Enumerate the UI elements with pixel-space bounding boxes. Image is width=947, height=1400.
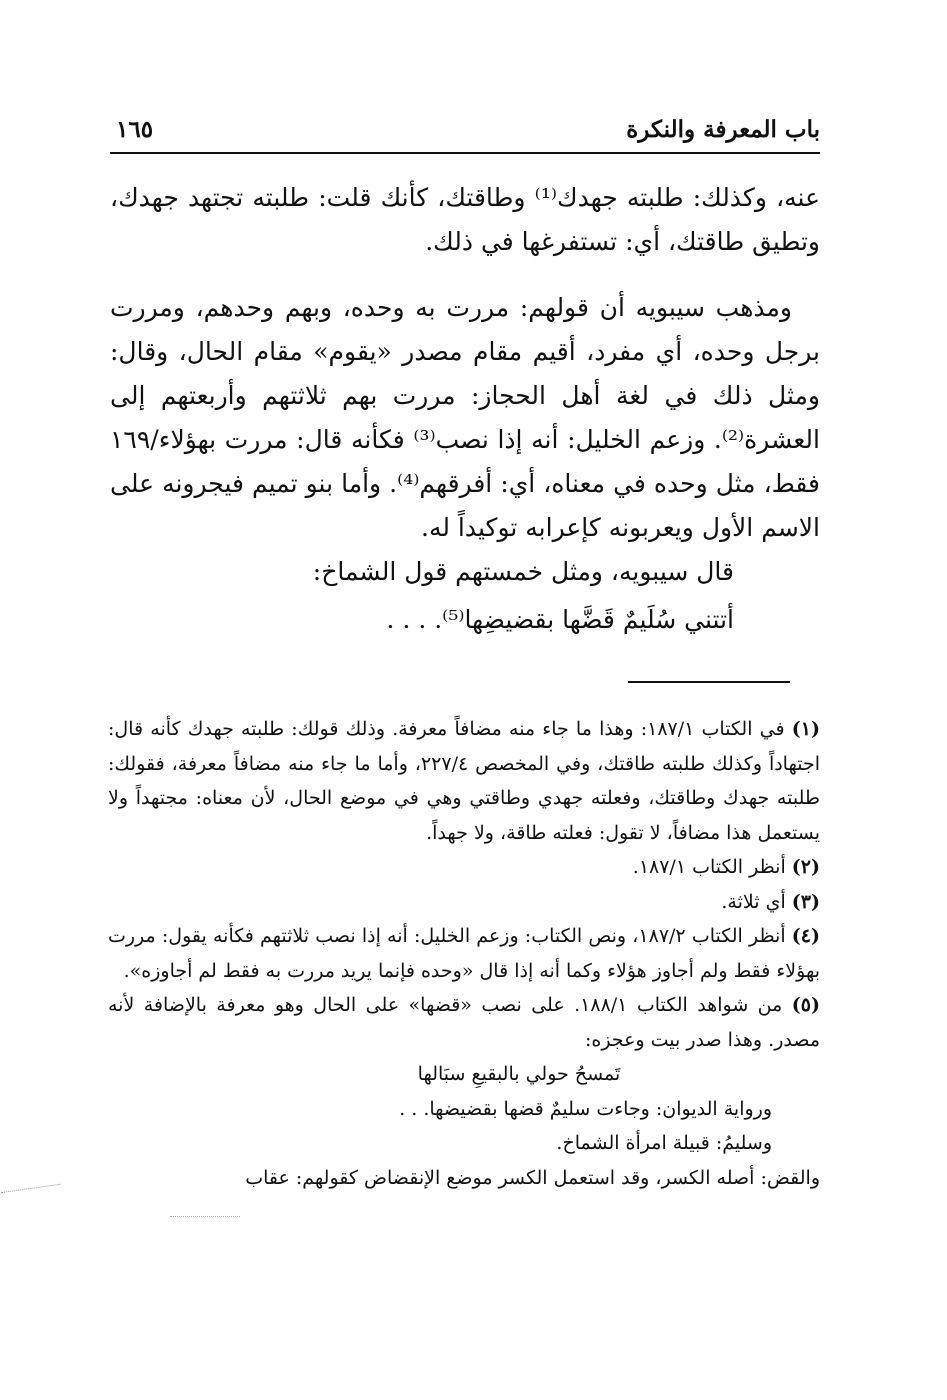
footnote-number: (١) (791, 718, 820, 740)
margin-scribble (170, 1212, 240, 1217)
footnote-text: في الكتاب ١٨٧/١: وهذا ما جاء منه مضافاً معرفة. وذلك قولك: طلبته جهدك كأنه قال: اجتهاداً وكذلك طلبته طاقتك، وفي المخصص ٢٢٧/٤، وأما ما جاء منه مضافاً معرفة، فقولك: طلبته جهدك وطاقتك، وفعلته جهدي وطاقتي وهي في موضع الحال، لأن معناه: مجتهداً ولا يستعمل هذا مضافاً، لا تقول: فعلته طاقة، ولا جهداً. (108, 718, 820, 844)
footnote-verse: تَمسحُ حولي بالبقيعِ سبَالها (417, 1063, 621, 1085)
main-text (110, 176, 820, 572)
paragraph-2: ومذهب سيبويه أن قولهم: مررت به وحده، وبهم وحدهم، ومررت برجل وحده، أي مفرد، أقيم مقام مصدر «يقوم» مقام الحال، وقال: ومثل ذلك في لغة أهل الحجاز: مررت بهم ثلاثتهم وأربعتهم إلى العشرة⁽²⁾. وزعم الخليل: أنه إذا نصب⁽³⁾ فكأنه قال: مررت بهؤلاء/١٦٩ فقط، مثل وحده في معناه، أي: أفرقهم⁽⁴⁾. وأما بنو تميم فيجرونه على الاسم الأول ويعربونه كإعرابه توكيداً له. (110, 293, 821, 542)
footnotes (108, 712, 820, 1195)
footnote-text: أنظر الكتاب ١٨٧/٢، ونص الكتاب: وزعم الخليل: أنه إذا نصب ثلاثتهم فكأنه يقول: مررت بهؤلاء فقط ولم أجاوز هؤلاء وكما أنه إذا قال «وحده فإنما يريد مررت به فقط لم أجاوزه». (108, 925, 820, 982)
page-number: ١٦٥ (116, 116, 154, 143)
footnote-text: من شواهد الكتاب ١٨٨/١. على نصب «قضها» على الحال وهو معرفة بالإضافة لأنه مصدر. وهذا صدر بيت وعجزه: (108, 994, 820, 1051)
footnote-separator (628, 681, 790, 683)
footnote-line: وسليمُ: قبيلة امرأة الشماخ. (556, 1132, 772, 1154)
footnote-5 (108, 988, 820, 1195)
margin-scribble (0, 1174, 60, 1193)
footnote-line: ورواية الديوان: وجاءت سليمٌ قضها بقضيضها. . . (399, 1097, 772, 1120)
footnote-text: أنظر الكتاب ١٨٧/١. (632, 856, 786, 878)
footnote-line: والقض: أصله الكسر، وقد استعمل الكسر موضع الإنقضاض كقولهم: عقاب (245, 1166, 820, 1189)
quote-verse: أتتني سُلَيمٌ قَضَّها بقضيضِها⁽⁵⁾. . . . (386, 605, 734, 634)
footnote-number: (٢) (791, 856, 820, 878)
chapter-title: باب المعرفة والنكرة (626, 116, 820, 143)
paragraph-1: عنه، وكذلك: طلبته جهدك⁽¹⁾ وطاقتك، كأنك قلت: طلبته تجتهد جهدك، وتطيق طاقتك، أي: تستفرغها في ذلك. (110, 183, 821, 256)
footnote-number: (٥) (791, 994, 820, 1016)
header-rule (110, 152, 820, 154)
footnote-number: (٣) (791, 890, 820, 913)
footnote-2 (108, 850, 820, 885)
quotation-block (110, 548, 734, 644)
footnote-4 (108, 919, 820, 988)
footnote-3 (108, 885, 820, 920)
footnote-number: (٤) (791, 925, 821, 947)
footnote-text: أي ثلاثة. (721, 890, 786, 913)
footnote-1 (108, 712, 820, 850)
page-header (110, 116, 820, 152)
quote-intro: قال سيبويه، ومثل خمستهم قول الشماخ: (312, 557, 734, 586)
